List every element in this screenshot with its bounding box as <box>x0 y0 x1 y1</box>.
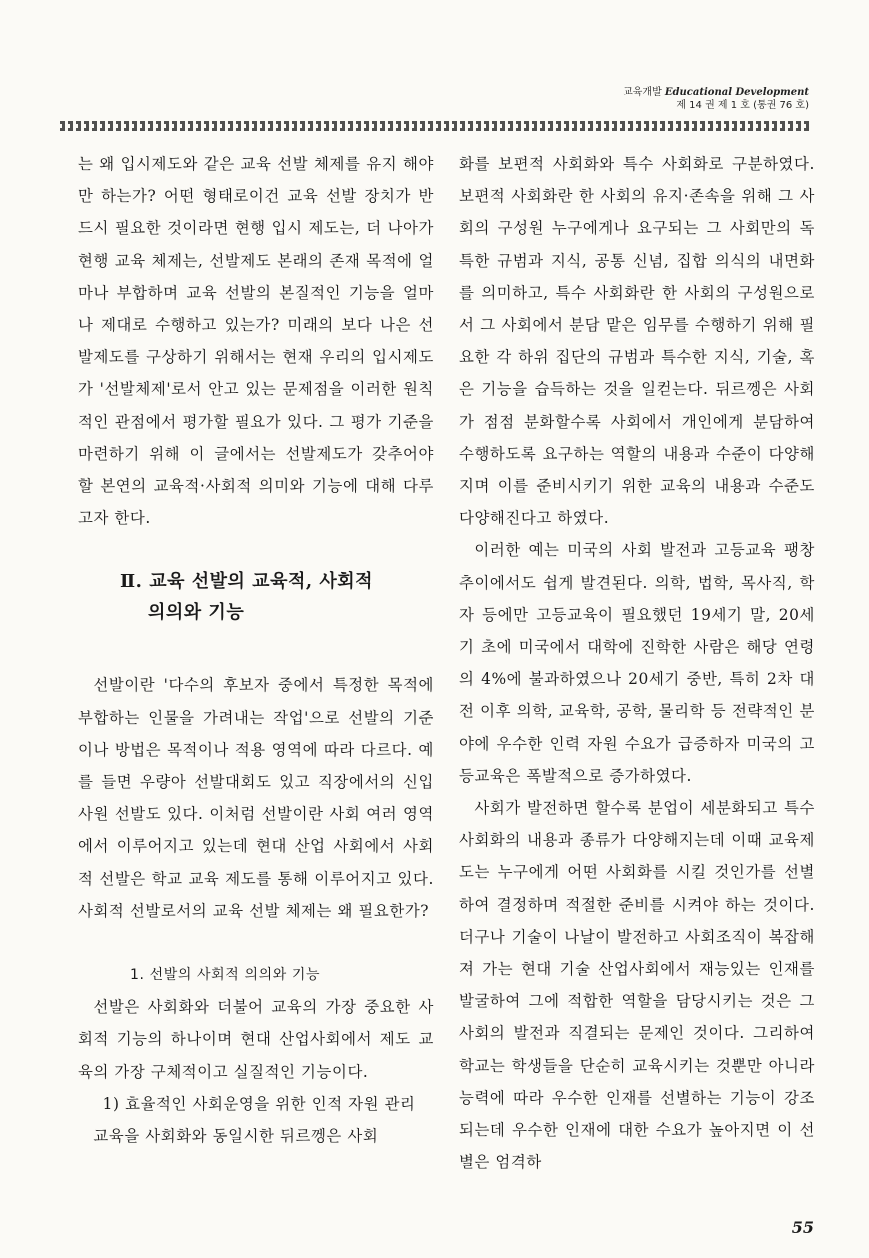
paragraph: 는 왜 입시제도와 같은 교육 선발 체제를 유지 해야만 하는가? 어떤 형태로이건 교육 선발 장치가 반드시 필요한 것이라면 현행 입시 제도는, 더 나아가 현행 교육 체제는, 선발제도 본래의 존재 목적에 얼마나 부합하며 교육 선발의 본질적인 기능을 얼마나 제대로 수행하고 있는가? 미래의 보다 나은 선발제도를 구상하기 위해서는 현재 우리의 입시제도가 '선발체제'로서 안고 있는 문제점을 이러한 원칙적인 관점에서 평가할 필요가 있다. 그 평가 기준을 마련하기 위해 이 글에서는 선발제도가 갖추어야 할 본연의 교육적·사회적 의미와 기능에 대해 다루고자 한다. <box>78 155 434 528</box>
paragraph: 사회가 발전하면 할수록 분업이 세분화되고 특수 사회화의 내용과 종류가 다양해지는데 이때 교육제도는 누구에게 어떤 사회화를 시킬 것인가를 선별하여 결정하며 적절한 준비를 시켜야 하는 것이다. 더구나 기술이 나날이 발전하고 사회조직이 복잡해져 가는 현대 기술 산업사회에서 재능있는 인재를 발굴하여 그에 적합한 역할을 담당시키는 것은 그 사회의 발전과 직결되는 문제인 것이다. 그리하여 학교는 학생들을 단순히 교육시키는 것뿐만 아니라 능력에 따라 우수한 인재를 선별하는 기능이 강조되는데 우수한 인재에 대한 수요가 높아지면 이 선별은 엄격하 <box>459 799 815 1172</box>
paragraph: 선발은 사회화와 더불어 교육의 가장 중요한 사회적 기능의 하나이며 현대 산업사회에서 제도 교육의 가장 구체적이고 실질적인 기능이다. <box>78 998 434 1081</box>
left-column <box>78 148 434 1152</box>
right-column <box>459 148 815 1179</box>
subsubsection-heading: 1) 효율적인 사회운영을 위한 인적 자원 관리 <box>102 1094 416 1113</box>
journal-title-en: Educational Development <box>664 87 809 98</box>
header-divider <box>60 121 812 131</box>
section-heading <box>120 566 434 628</box>
section-heading-line2: 의의와 기능 <box>148 602 245 624</box>
journal-title <box>623 86 809 99</box>
paragraph: 화를 보편적 사회화와 특수 사회화로 구분하였다. 보편적 사회화란 한 사회의 유지·존속을 위해 그 사회의 구성원 누구에게나 요구되는 그 사회만의 독특한 규범과 지식, 공통 신념, 집합 의식의 내면화를 의미하고, 특수 사회화란 한 사회의 구성원으로서 그 사회에서 분담 맡은 임무를 수행하기 위해 필요한 각 하위 집단의 규범과 특수한 지식, 기술, 혹은 기능을 습득하는 것을 일컫는다. 뒤르껭은 사회가 점점 분화할수록 사회에서 개인에게 분담하여 수행하도록 요구하는 역할의 내용과 수준이 다양해지며 이를 준비시키기 위한 교육의 내용과 수준도 다양해진다고 하였다. <box>459 155 815 528</box>
volume-issue: 제 14 권 제 1 호 (통권 76 호) <box>676 100 809 111</box>
paragraph: 선발이란 '다수의 후보자 중에서 특정한 목적에 부합하는 인물을 가려내는 작업'으로 선발의 기준이나 방법은 목적이나 적용 영역에 따라 다르다. 예를 들면 우량아 선발대회도 있고 직장에서의 신입사원 선발도 있다. 이처럼 선발이란 사회 여러 영역에서 이루어지고 있는데 현대 산업 사회에서 사회적 선발은 학교 교육 제도를 통해 이루어지고 있다. 사회적 선발로서의 교육 선발 체제는 왜 필요한가? <box>78 676 434 920</box>
section-heading-line1: Ⅱ. 교육 선발의 교육적, 사회적 <box>120 571 374 593</box>
page-number: 55 <box>791 1218 814 1237</box>
running-header <box>623 86 809 112</box>
journal-title-kr: 교육개발 <box>623 87 662 98</box>
paragraph: 교육을 사회화와 동일시한 뒤르껭은 사회 <box>93 1127 379 1146</box>
paragraph: 이러한 예는 미국의 사회 발전과 고등교육 팽창 추이에서도 쉽게 발견된다. 의학, 법학, 목사직, 학자 등에만 고등교육이 필요했던 19세기 말, 20세기 초에 미국에서 대학에 진학한 사람은 해당 연령의 4%에 불과하였으나 20세기 중반, 특히 2차 대전 이후 의학, 교육학, 공학, 물리학 등 전략적인 분야에 우수한 인력 자원 수요가 급증하자 미국의 고등교육은 폭발적으로 증가하였다. <box>459 541 815 785</box>
subsection-heading: 1. 선발의 사회적 의의와 기능 <box>130 967 321 984</box>
